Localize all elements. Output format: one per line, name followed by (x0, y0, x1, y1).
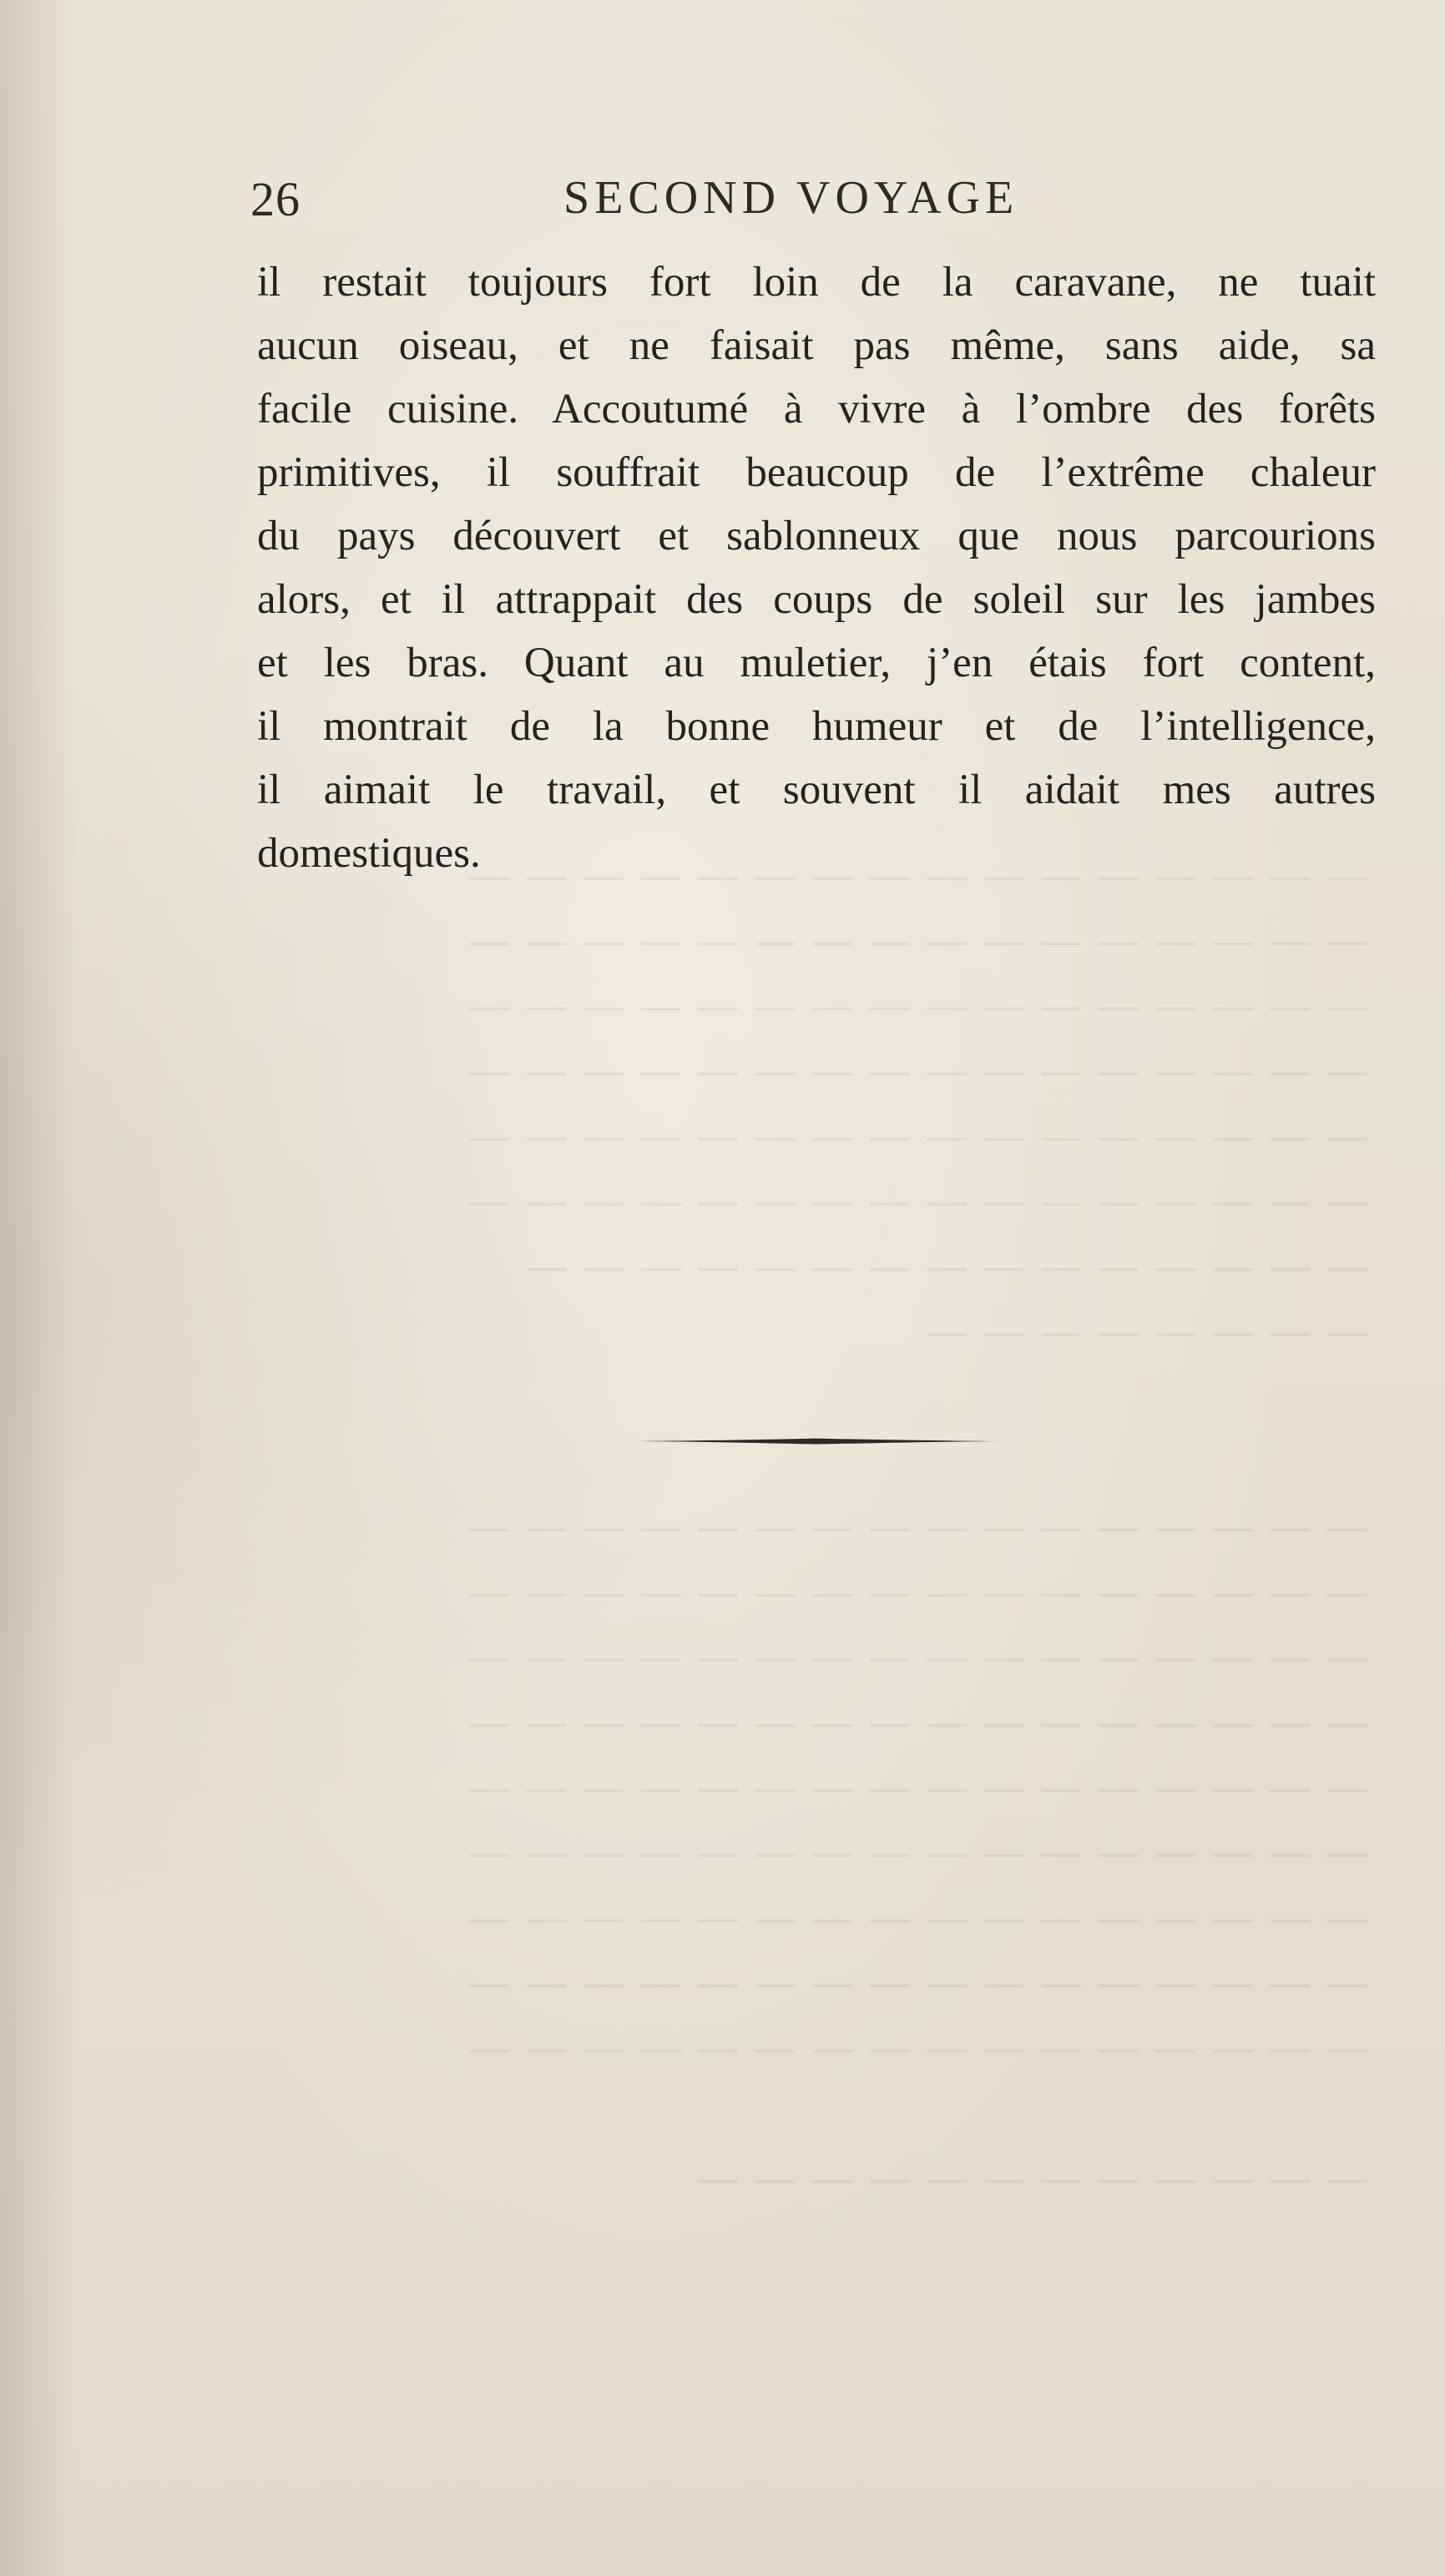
show-through-text: — — — — — — — — — — — — — — — — — — — — — — — — — — — — — — — — — — — — — — — — — — — — — — — — — — — — — — — — — — — — — — — — — — — — — — — — — — — — — — — — — — — — — — — — — — — — — — — — — — — — — — — — — — — — — — — — — — — — — — — — — — — — — — — — — — — — — — — — — — — — — — — — — — — — — — — — — — — — — — — — — — — — — — — — — — — — — — — — — — — — — — — — — — — — — — — — — — — — — — — — — — — — — — — — — — — — — — — — — — — — — — — — — — — — — — — — — — — — — — — — — — — — — — — — — — — — — — — — — — — — — — — — — — — — — — — — — — — (467, 851, 1369, 2204)
text-line: et les bras. Quant au muletier, j’en étais fort content, (257, 640, 1376, 686)
text-line: aucun oiseau, et ne faisait pas même, sans aide, sa (257, 322, 1376, 369)
text-line: il aimait le travail, et souvent il aidait mes autres (257, 767, 1376, 813)
ornament-rule (630, 1438, 1002, 1445)
page-gutter-shadow (0, 0, 75, 2576)
running-head (250, 171, 1369, 238)
body-text (257, 251, 1376, 885)
text-line: facile cuisine. Accoutumé à vivre à l’ombre des forêts (257, 386, 1376, 433)
text-line: il restait toujours fort loin de la caravane, ne tuait (257, 259, 1376, 306)
page-number: 26 (250, 172, 301, 226)
text-line: primitives, il souffrait beaucoup de l’extrême chaleur (257, 449, 1376, 496)
text-line: il montrait de la bonne humeur et de l’intelligence, (257, 703, 1376, 750)
text-line-last: domestiques. (257, 830, 481, 877)
running-title: SECOND VOYAGE (563, 172, 1019, 224)
text-line: alors, et il attrappait des coups de soleil sur les jambes (257, 576, 1376, 623)
text-line: du pays découvert et sablonneux que nous parcourions (257, 513, 1376, 559)
